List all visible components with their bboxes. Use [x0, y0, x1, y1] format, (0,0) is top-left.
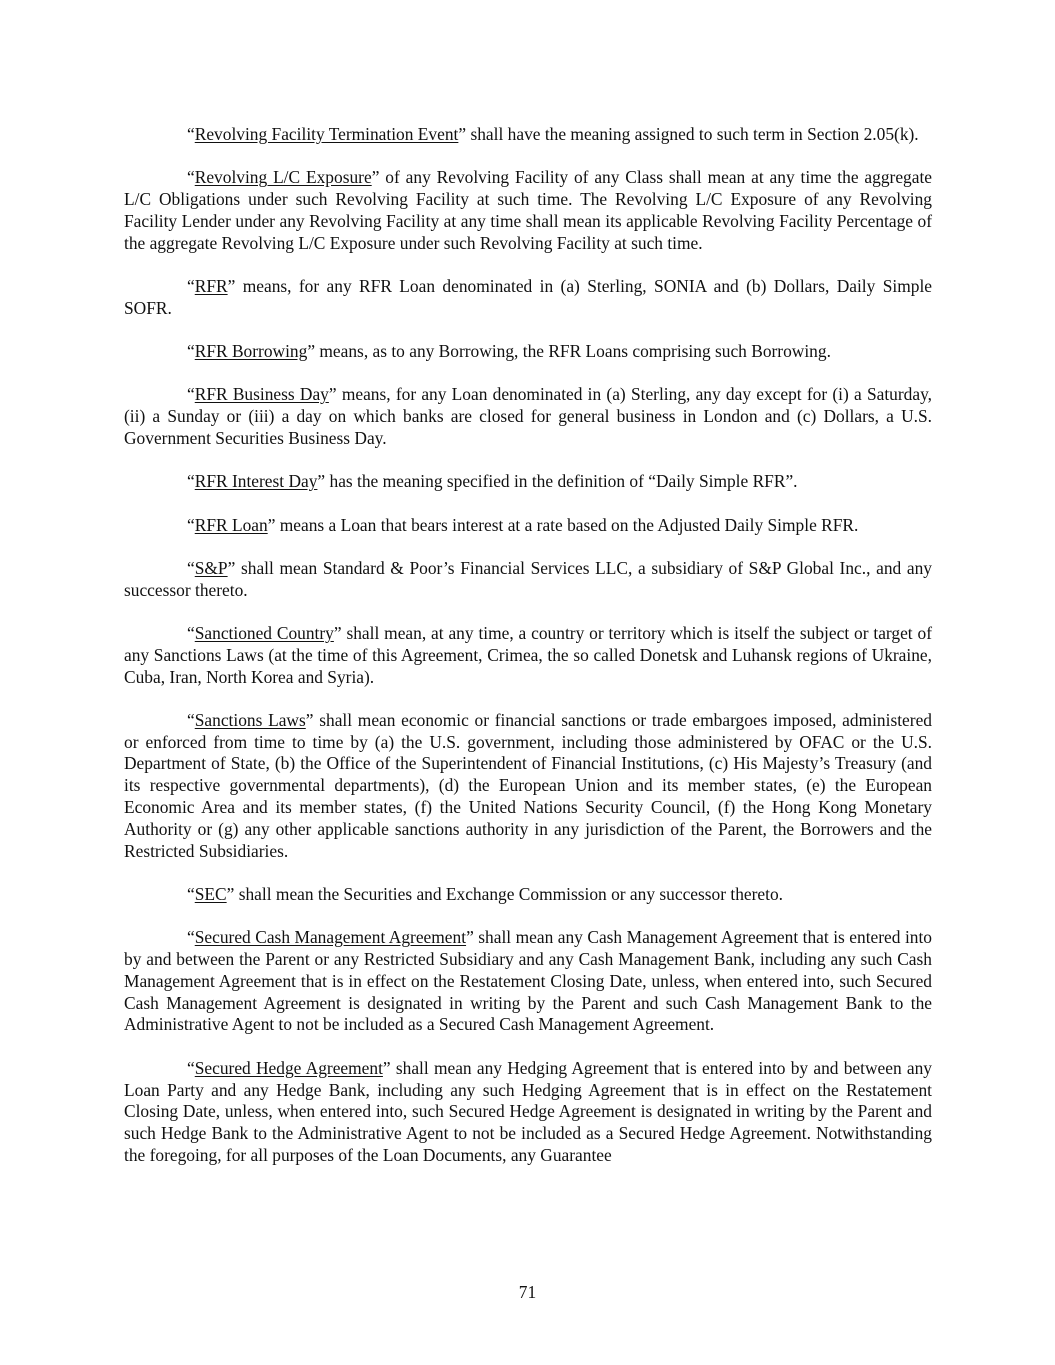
definition-text: shall mean, at any time, a country or territory which is itself the subject or target of any Sanctions Laws (at the time of this Agreement, Crimea, the so called Donetsk and Luhansk regions of Ukraine, Cuba, Iran, North Korea and Syria).: [124, 622, 932, 687]
definition-text: means, for any RFR Loan denominated in (a) Sterling, SONIA and (b) Dollars, Daily Simple SOFR.: [124, 275, 932, 318]
definition-rfr-loan: “RFR Loan” means a Loan that bears interest at a rate based on the Adjusted Daily Simple RFR.: [187, 514, 859, 535]
definition-rfr-borrowing: “RFR Borrowing” means, as to any Borrowing, the RFR Loans comprising such Borrowing.: [187, 341, 831, 362]
definition-text: shall mean any Cash Management Agreement that is entered into by and between the Parent or any Restricted Subsidiary and any Cash Management Bank, including any such Cash Management Agreement that is in effect on the Restatement Closing Date, unless, when entered into, such Secured Cash Management Agreement is designated in writing by the Parent and such Cash Management Bank to the Administrative Agent to not be included as a Secured Cash Management Agreement.: [124, 927, 932, 1035]
definition-text: shall mean Standard & Poor’s Financial Services LLC, a subsidiary of S&P Global Inc., and any successor thereto.: [124, 557, 932, 600]
document-page: [124, 124, 932, 1188]
definition-sanctions-laws: “Sanctions Laws” shall mean economic or financial sanctions or trade embargoes imposed, administered or enforced from time to time by (a) the U.S. government, including those administered by OFAC or the U.S. Department of State, (b) the Office of the Superintendent of Financial Institutions, (c) His Majesty’s Treasury (and its respective governmental departments), (d) the European Union and its member states, (e) the European Economic Area and its member states, (f) the United Nations Security Council, (f) the Hong Kong Monetary Authority or (g) any other applicable sanctions authority in any jurisdiction of the Parent, the Borrowers and the Restricted Subsidiaries.: [124, 709, 932, 861]
defined-term: SEC: [194, 883, 227, 904]
definition-text: of any Revolving Facility of any Class shall mean at any time the aggregate L/C Obligations under such Revolving Facility at such time. The Revolving L/C Exposure of any Revolving Facility Lender under any Revolving Facility at any time shall mean its applicable Revolving Facility Percentage of the aggregate Revolving L/C Exposure under such Revolving Facility at such time.: [124, 167, 933, 253]
defined-term: Sanctions Laws: [194, 709, 306, 730]
definition-text: means, as to any Borrowing, the RFR Loans comprising such Borrowing.: [315, 341, 831, 362]
definition-text: shall mean the Securities and Exchange Commission or any successor thereto.: [234, 883, 784, 904]
defined-term: Secured Hedge Agreement: [194, 1057, 383, 1078]
defined-term: Secured Cash Management Agreement: [194, 927, 467, 948]
defined-term: RFR Borrowing: [194, 341, 308, 362]
definition-sec: “SEC” shall mean the Securities and Exchange Commission or any successor thereto.: [187, 883, 784, 904]
defined-term: RFR Loan: [194, 514, 268, 535]
definition-s-and-p: “S&P” shall mean Standard & Poor’s Financial Services LLC, a subsidiary of S&P Global Inc., and any successor thereto.: [124, 557, 932, 600]
definition-text: shall have the meaning assigned to such term in Section 2.05(k).: [466, 124, 919, 144]
definition-revolving-facility-termination-event: “Revolving Facility Termination Event” shall have the meaning assigned to such term in Section 2.05(k).: [187, 124, 919, 144]
defined-term: Revolving L/C Exposure: [194, 167, 372, 188]
definition-secured-cash-management-agreement: “Secured Cash Management Agreement” shall mean any Cash Management Agreement that is entered into by and between the Parent or any Restricted Subsidiary and any Cash Management Bank, including any such Cash Management Agreement that is in effect on the Restatement Closing Date, unless, when entered into, such Secured Cash Management Agreement is designated in writing by the Parent and such Cash Management Bank to the Administrative Agent to not be included as a Secured Cash Management Agreement.: [124, 927, 932, 1035]
page-number: 71: [518, 1282, 537, 1302]
defined-term: RFR Business Day: [194, 384, 329, 405]
definition-rfr-interest-day: “RFR Interest Day” has the meaning specified in the definition of “Daily Simple RFR”.: [187, 471, 798, 492]
definition-text: shall mean any Hedging Agreement that is entered into by and between any Loan Party and any Hedge Bank, including any such Hedging Agreement that is in effect on the Restatement Closing Date, unless, when entered into, such Secured Hedge Agreement is designated in writing by the Parent and such Hedge Bank to the Administrative Agent to not be included as a Secured Hedge Agreement. Notwithstanding the foregoing, for all purposes of the Loan Documents, any Guarantee: [124, 1057, 932, 1165]
defined-term: RFR: [194, 275, 228, 296]
defined-term: S&P: [194, 557, 228, 578]
defined-term: RFR Interest Day: [194, 471, 318, 492]
definition-text: means, for any Loan denominated in (a) Sterling, any day except for (i) a Saturday, (ii) a Sunday or (iii) a day on which banks are closed for general business in London and (c) Dollars, a U.S. Government Securities Business Day.: [124, 384, 932, 448]
defined-term: Revolving Facility Termination Event: [194, 124, 459, 144]
definition-sanctioned-country: “Sanctioned Country” shall mean, at any time, a country or territory which is itself the subject or target of any Sanctions Laws (at the time of this Agreement, Crimea, the so called Donetsk and Luhansk regions of Ukraine, Cuba, Iran, North Korea and Syria).: [124, 622, 932, 687]
definition-text: has the meaning specified in the definition of “Daily Simple RFR”.: [325, 471, 798, 492]
definition-text: shall mean economic or financial sanctions or trade embargoes imposed, administered or enforced from time to time by (a) the U.S. government, including those administered by OFAC or the U.S. Department of State, (b) the Office of the Superintendent of Financial Institutions, (c) His Majesty’s Treasury (and its respective governmental departments), (d) the European Union and its member states, (e) the European Economic Area and its member states, (f) the United Nations Security Council, (f) the Hong Kong Monetary Authority or (g) any other applicable sanctions authority in any jurisdiction of the Parent, the Borrowers and the Restricted Subsidiaries.: [124, 709, 932, 861]
definition-rfr-business-day: “RFR Business Day” means, for any Loan denominated in (a) Sterling, any day except for (i) a Saturday, (ii) a Sunday or (iii) a day on which banks are closed for general business in London and (c) Dollars, a U.S. Government Securities Business Day.: [124, 384, 932, 448]
definition-rfr: “RFR” means, for any RFR Loan denominated in (a) Sterling, SONIA and (b) Dollars, Daily Simple SOFR.: [124, 275, 932, 318]
definition-secured-hedge-agreement: “Secured Hedge Agreement” shall mean any Hedging Agreement that is entered into by and between any Loan Party and any Hedge Bank, including any such Hedging Agreement that is in effect on the Restatement Closing Date, unless, when entered into, such Secured Hedge Agreement is designated in writing by the Parent and such Hedge Bank to the Administrative Agent to not be included as a Secured Hedge Agreement. Notwithstanding the foregoing, for all purposes of the Loan Documents, any Guarantee: [124, 1057, 932, 1165]
defined-term: Sanctioned Country: [194, 622, 334, 643]
definition-text: means a Loan that bears interest at a rate based on the Adjusted Daily Simple RFR.: [275, 514, 859, 535]
definition-revolving-lc-exposure: “Revolving L/C Exposure” of any Revolving Facility of any Class shall mean at any time the aggregate L/C Obligations under such Revolving Facility at such time. The Revolving L/C Exposure of any Revolving Facility Lender under any Revolving Facility at any time shall mean its applicable Revolving Facility Percentage of the aggregate Revolving L/C Exposure under such Revolving Facility at such time.: [124, 167, 933, 253]
